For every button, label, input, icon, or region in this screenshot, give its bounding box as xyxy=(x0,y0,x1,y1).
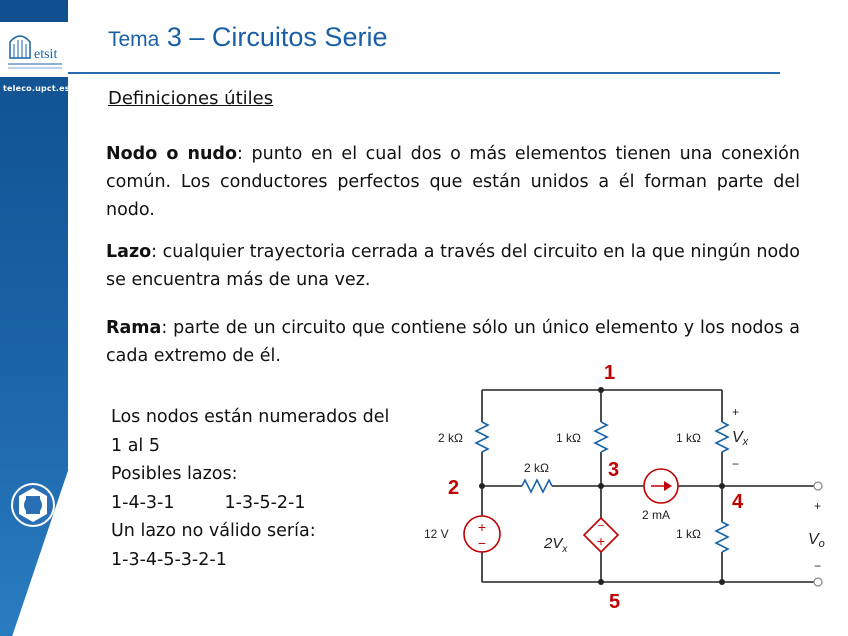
term-nodo: Nodo o nudo xyxy=(106,144,237,164)
logo-text: etsit xyxy=(34,47,58,62)
title-divider xyxy=(68,72,780,74)
note-line-1: Los nodos están numerados del xyxy=(111,407,390,427)
vsource-plus: + xyxy=(477,519,487,535)
junction-dot xyxy=(598,483,604,489)
vx-main: V xyxy=(732,429,743,446)
sidebar xyxy=(0,0,68,636)
note-line-4: 1-4-3-1 1-3-5-2-1 xyxy=(111,492,306,513)
junction-dot xyxy=(479,483,485,489)
definition-lazo xyxy=(106,238,800,294)
notes-block xyxy=(111,403,421,574)
terminal-bottom xyxy=(814,578,822,586)
term-lazo: Lazo xyxy=(106,242,152,262)
vo-minus: − xyxy=(814,559,822,573)
resistor-left xyxy=(476,422,488,452)
node-label-3: 3 xyxy=(608,459,620,481)
dep-source-sub: x xyxy=(562,544,568,555)
node-label-1: 1 xyxy=(604,362,616,384)
resistor-bottom-right xyxy=(716,522,728,552)
note-line-2: 1 al 5 xyxy=(111,435,160,456)
vo-sub: o xyxy=(818,538,825,550)
site-url: teleco.upct.es xyxy=(3,84,70,93)
label-r-mid: 1 kΩ xyxy=(556,431,581,445)
label-vx xyxy=(732,429,749,448)
etsit-logo-mark xyxy=(6,28,64,74)
vx-plus: + xyxy=(732,405,740,419)
text-rama: : parte de un circuito que contiene sólo un único elemento y los nodos a cada extremo de él. xyxy=(106,318,800,366)
label-r-left: 2 kΩ xyxy=(438,431,463,445)
vsource-minus: − xyxy=(477,535,487,551)
junction-dot xyxy=(719,579,725,585)
dep-minus: − xyxy=(597,520,605,532)
node-label-2: 2 xyxy=(448,477,460,499)
vo-main: V xyxy=(808,531,819,548)
resistor-right xyxy=(716,422,728,452)
university-seal xyxy=(10,482,56,528)
junction-dot xyxy=(598,387,604,393)
section-title: Definiciones útiles xyxy=(108,88,274,109)
page-title xyxy=(108,22,387,53)
terminal-top xyxy=(814,482,822,490)
note-line-5: Un lazo no válido sería: xyxy=(111,521,316,541)
vx-minus: − xyxy=(732,457,740,471)
text-nodo: : punto en el cual dos o más elementos tienen una conexión común. Los conductores perfectos que están unidos a él forman parte del nodo. xyxy=(106,144,800,220)
term-rama: Rama xyxy=(106,318,162,338)
vo-plus: + xyxy=(814,499,822,513)
resistor-mid xyxy=(595,422,607,452)
label-r-bottom-right: 1 kΩ xyxy=(676,527,701,541)
label-r-right: 1 kΩ xyxy=(676,431,701,445)
junction-dot xyxy=(598,579,604,585)
label-vo xyxy=(808,531,825,550)
note-line-3: Posibles lazos: xyxy=(111,464,238,484)
title-rest: 3 – Circuitos Serie xyxy=(166,22,388,52)
title-prefix: Tema xyxy=(108,28,160,51)
resistor-horizontal xyxy=(522,480,552,492)
node-label-5: 5 xyxy=(609,591,621,613)
vx-sub: x xyxy=(742,436,749,448)
circuit-diagram xyxy=(418,356,838,616)
label-r-horiz: 2 kΩ xyxy=(524,461,549,475)
node-label-4: 4 xyxy=(732,491,744,513)
note-line-6: 1-3-4-5-3-2-1 xyxy=(111,549,227,570)
label-source-v: 12 V xyxy=(424,527,449,541)
etsit-logo xyxy=(0,22,68,77)
text-lazo: : cualquier trayectoria cerrada a través del circuito en la que ningún nodo se encuentra más de una vez. xyxy=(106,242,800,290)
definition-nodo xyxy=(106,140,800,224)
label-source-i: 2 mA xyxy=(642,508,671,522)
junction-dot xyxy=(719,483,725,489)
dep-plus: + xyxy=(596,533,606,549)
label-dep-source xyxy=(543,535,568,555)
dep-source-main: 2V xyxy=(544,535,563,552)
